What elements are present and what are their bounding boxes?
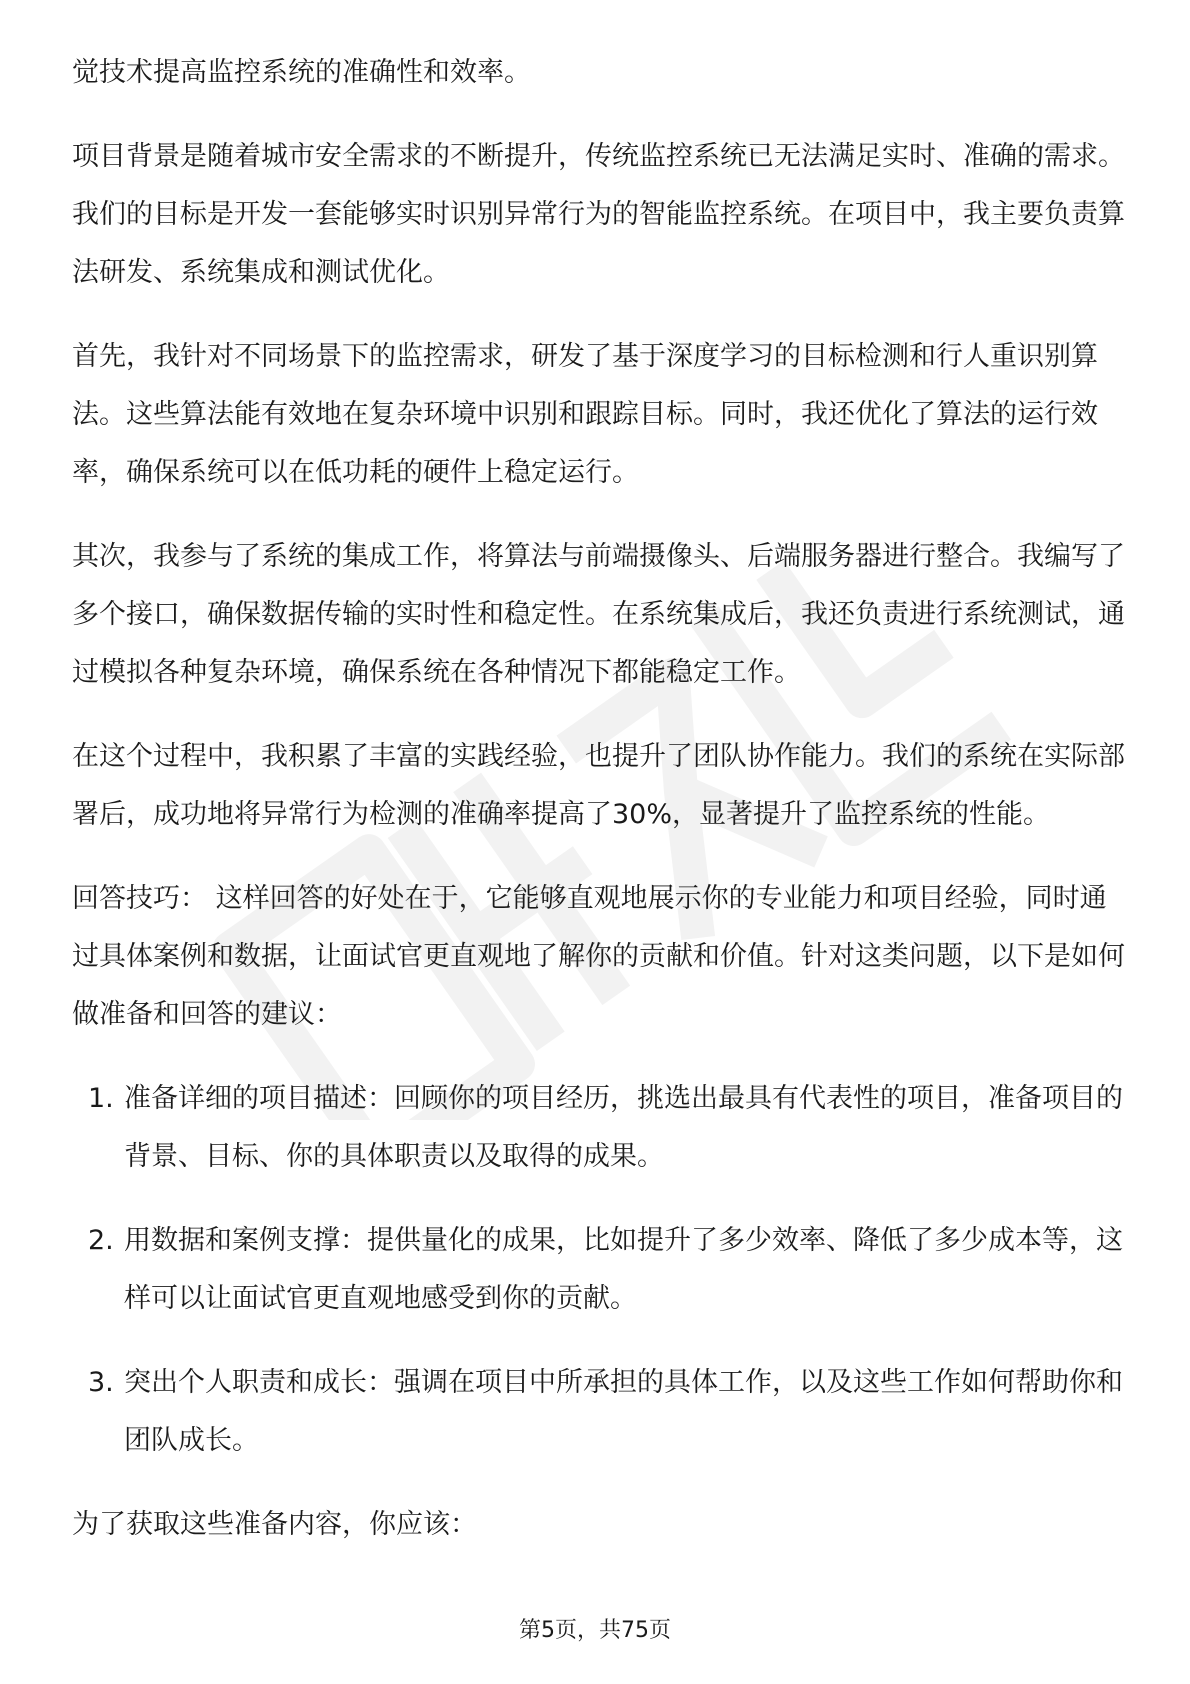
paragraph-preparation: 为了获取这些准备内容，你应该： [72,1509,477,1540]
document-body [72,44,1128,1554]
list-number: 1. [88,1083,114,1114]
list-number: 2. [88,1225,114,1256]
paragraph-continuation: 觉技术提高监控系统的准确性和效率。 [72,57,531,88]
list-item [72,1354,1128,1470]
paragraph-system-integration: 其次，我参与了系统的集成工作，将算法与前端摄像头、后端服务器进行整合。我编写了多个接口，确保数据传输的实时性和稳定性。在系统集成后，我还负责进行系统测试，通过模拟各种复杂环境，确保系统在各种情况下都能稳定工作。 [72,541,1125,688]
list-item [72,1212,1128,1328]
paragraph-project-background: 项目背景是随着城市安全需求的不断提升，传统监控系统已无法满足实时、准确的需求。我们的目标是开发一套能够实时识别异常行为的智能监控系统。在项目中，我主要负责算法研发、系统集成和测试优化。 [72,141,1125,288]
list-text: 突出个人职责和成长：强调在项目中所承担的具体工作，以及这些工作如何帮助你和团队成长。 [124,1367,1123,1456]
paragraph-results: 在这个过程中，我积累了丰富的实践经验，也提升了团队协作能力。我们的系统在实际部署后，成功地将异常行为检测的准确率提高了30%，显著提升了监控系统的性能。 [72,741,1125,830]
list-number: 3. [88,1367,114,1398]
paragraph-algorithm-development: 首先，我针对不同场景下的监控需求，研发了基于深度学习的目标检测和行人重识别算法。这些算法能有效地在复杂环境中识别和跟踪目标。同时，我还优化了算法的运行效率，确保系统可以在低功耗的硬件上稳定运行。 [72,341,1098,488]
list-text: 用数据和案例支撑：提供量化的成果，比如提升了多少效率、降低了多少成本等，这样可以让面试官更直观地感受到你的贡献。 [124,1225,1123,1314]
paragraph-answer-tips: 回答技巧： 这样回答的好处在于，它能够直观地展示你的专业能力和项目经验，同时通过具体案例和数据，让面试官更直观地了解你的贡献和价值。针对这类问题，以下是如何做准备和回答的建议： [72,883,1125,1030]
page-number-footer: 第5页，共75页 [519,1618,671,1643]
list-item [72,1070,1128,1186]
list-text: 准备详细的项目描述：回顾你的项目经历，挑选出最具有代表性的项目，准备项目的背景、目标、你的具体职责以及取得的成果。 [124,1083,1123,1172]
